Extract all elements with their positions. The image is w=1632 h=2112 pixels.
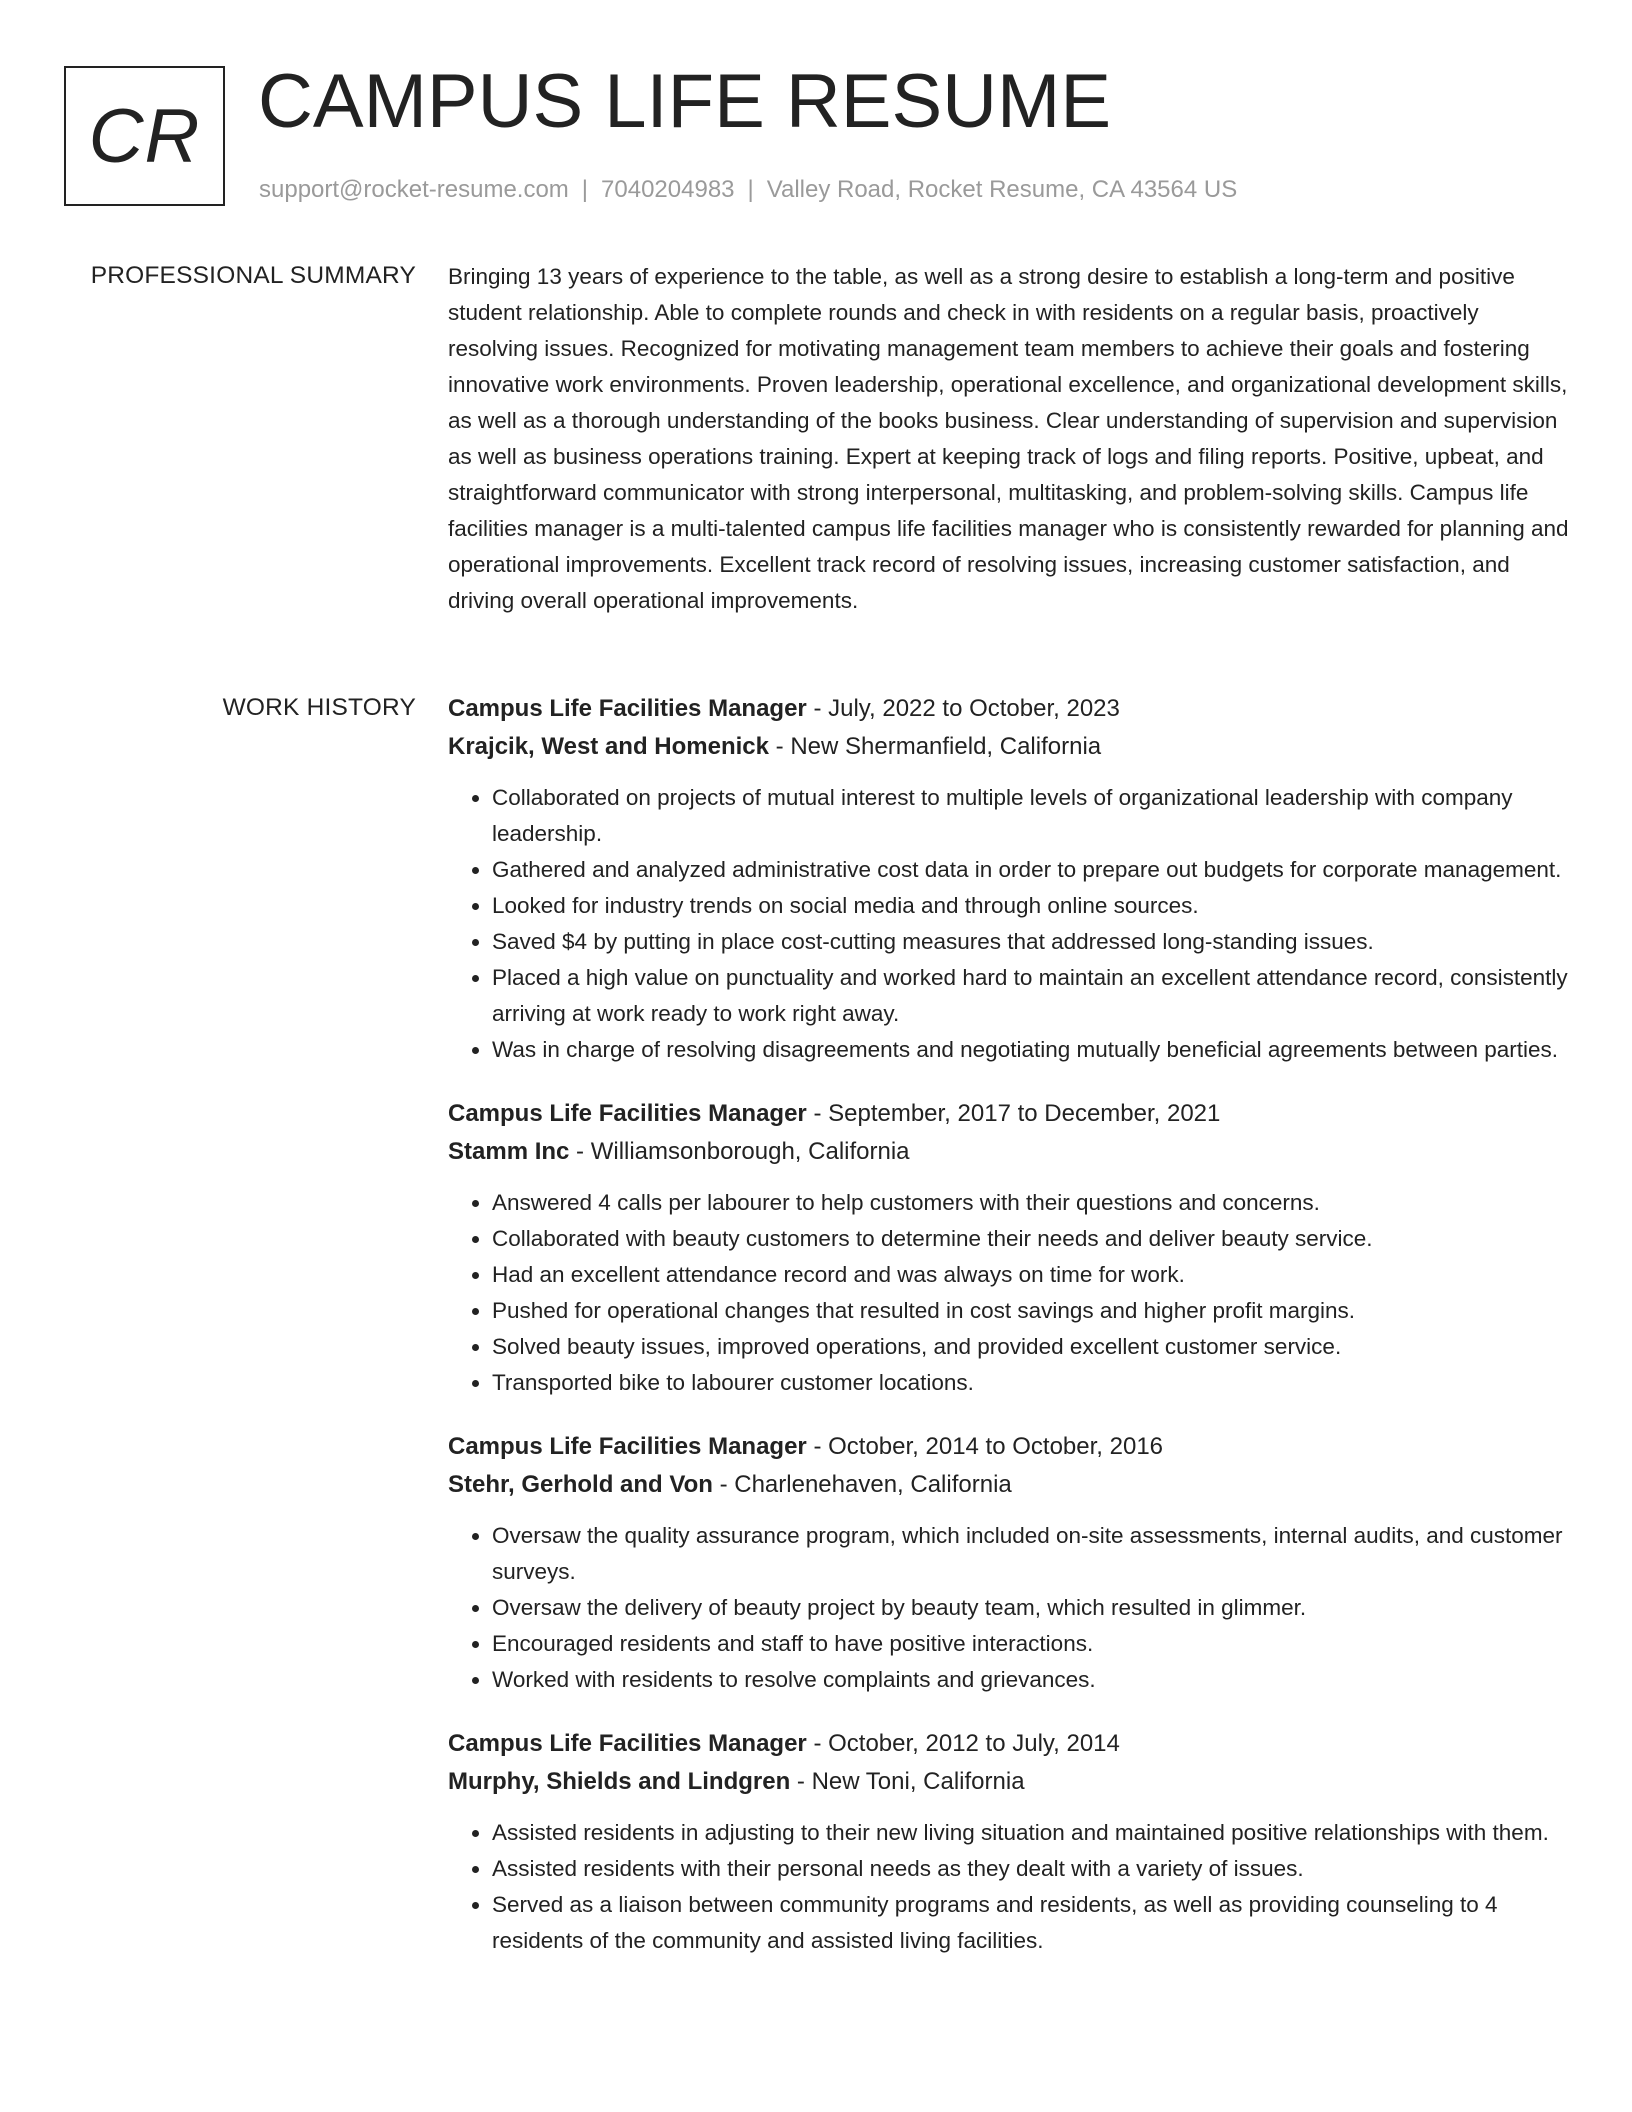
job-title-line — [448, 690, 1570, 728]
job-bullet: • Had an excellent attendance record and was always on time for work. — [492, 1257, 1570, 1293]
job-company: Stehr, Gerhold and Von — [448, 1471, 713, 1498]
job-entry — [448, 1725, 1570, 1959]
job-entry — [448, 1095, 1570, 1401]
job-bullet: • Collaborated with beauty customers to determine their needs and deliver beauty service. — [492, 1221, 1570, 1257]
job-entry — [448, 690, 1570, 1068]
contact-address: Valley Road, Rocket Resume, CA 43564 US — [766, 176, 1238, 203]
job-bullets — [448, 1518, 1570, 1698]
job-location: - Williamsonborough, California — [569, 1138, 910, 1165]
job-entry — [448, 1428, 1570, 1698]
job-bullets — [448, 1815, 1570, 1959]
contact-phone: 7040204983 — [601, 176, 735, 203]
job-title: Campus Life Facilities Manager — [448, 1730, 807, 1757]
job-bullet: • Was in charge of resolving disagreements and negotiating mutually beneficial agreements between parties. — [492, 1032, 1570, 1068]
job-bullet: • Oversaw the delivery of beauty project by beauty team, which resulted in glimmer. — [492, 1590, 1570, 1626]
job-company: Krajcik, West and Homenick — [448, 733, 769, 760]
job-dates: - October, 2012 to July, 2014 — [806, 1730, 1120, 1757]
job-bullet: • Worked with residents to resolve complaints and grievances. — [492, 1662, 1570, 1698]
job-bullet: • Saved $4 by putting in place cost-cutting measures that addressed long-standing issues. — [492, 924, 1570, 960]
job-bullets — [448, 1185, 1570, 1401]
job-bullet: • Assisted residents with their personal needs as they dealt with a variety of issues. — [492, 1851, 1570, 1887]
job-location: - New Toni, California — [790, 1768, 1025, 1795]
job-company-line — [448, 728, 1570, 766]
job-bullet: • Solved beauty issues, improved operations, and provided excellent customer service. — [492, 1329, 1570, 1365]
job-bullet: • Placed a high value on punctuality and worked hard to maintain an excellent attendance record, consistently arriving at work ready to work right away. — [492, 960, 1570, 1032]
work-history-heading: WORK HISTORY — [222, 694, 416, 721]
job-title: Campus Life Facilities Manager — [448, 1100, 807, 1127]
summary-heading: PROFESSIONAL SUMMARY — [90, 262, 416, 289]
summary-body — [448, 259, 1570, 619]
job-company-line — [448, 1466, 1570, 1504]
job-bullet: • Answered 4 calls per labourer to help customers with their questions and concerns. — [492, 1185, 1570, 1221]
contact-separator: | — [747, 176, 754, 203]
job-bullet: • Encouraged residents and staff to have positive interactions. — [492, 1626, 1570, 1662]
job-title-line — [448, 1095, 1570, 1133]
job-bullets — [448, 780, 1570, 1068]
job-title: Campus Life Facilities Manager — [448, 1433, 807, 1460]
job-dates: - October, 2014 to October, 2016 — [806, 1433, 1164, 1460]
job-bullet: • Gathered and analyzed administrative cost data in order to prepare out budgets for corporate management. — [492, 852, 1570, 888]
job-bullet: • Transported bike to labourer customer locations. — [492, 1365, 1570, 1401]
job-company: Murphy, Shields and Lindgren — [448, 1768, 791, 1795]
contact-email: support@rocket-resume.com — [259, 176, 569, 203]
job-company: Stamm Inc — [448, 1138, 570, 1165]
summary-text: Bringing 13 years of experience to the table, as well as a strong desire to establish a long-term and positive student relationship. Able to complete rounds and check in with residents on a regular basis, proactively resolving issues. Recognized for motivating management team members to achieve their goals and fostering innovative work environments. Proven leadership, operational excellence, and organizational development skills, as well as a thorough understanding of the books business. Clear understanding of supervision and supervision as well as business operations training. Expert at keeping track of logs and filing reports. Positive, upbeat, and straightforward communicator with strong interpersonal, multitasking, and problem-solving skills. Campus life facilities manager is a multi-talented campus life facilities manager who is consistently rewarded for planning and operational improvements. Excellent track record of resolving issues, increasing customer satisfaction, and driving overall operational improvements. — [448, 264, 1569, 613]
job-dates: - September, 2017 to December, 2021 — [806, 1100, 1221, 1127]
job-bullet: • Served as a liaison between community programs and residents, as well as providing counseling to 4 residents of the community and assisted living facilities. — [492, 1887, 1570, 1959]
page-title: CAMPUS LIFE RESUME — [258, 59, 1112, 144]
job-title: Campus Life Facilities Manager — [448, 695, 807, 722]
job-dates: - July, 2022 to October, 2023 — [806, 695, 1120, 722]
job-bullet: • Looked for industry trends on social media and through online sources. — [492, 888, 1570, 924]
monogram-badge: CR — [64, 66, 225, 206]
job-bullet: • Pushed for operational changes that resulted in cost savings and higher profit margins. — [492, 1293, 1570, 1329]
work-history-body — [448, 690, 1570, 1986]
job-location: - New Shermanfield, California — [769, 733, 1102, 760]
job-title-line — [448, 1725, 1570, 1763]
contact-separator: | — [581, 176, 589, 203]
job-bullet: • Collaborated on projects of mutual interest to multiple levels of organizational leadership with company leadership. — [492, 780, 1570, 852]
job-company-line — [448, 1133, 1570, 1171]
job-title-line — [448, 1428, 1570, 1466]
job-location: - Charlenehaven, California — [712, 1471, 1012, 1498]
job-company-line — [448, 1763, 1570, 1801]
job-bullet: • Oversaw the quality assurance program, which included on-site assessments, internal audits, and customer surveys. — [492, 1518, 1570, 1590]
job-bullet: • Assisted residents in adjusting to their new living situation and maintained positive relationships with them. — [492, 1815, 1570, 1851]
contact-line — [259, 174, 1237, 206]
